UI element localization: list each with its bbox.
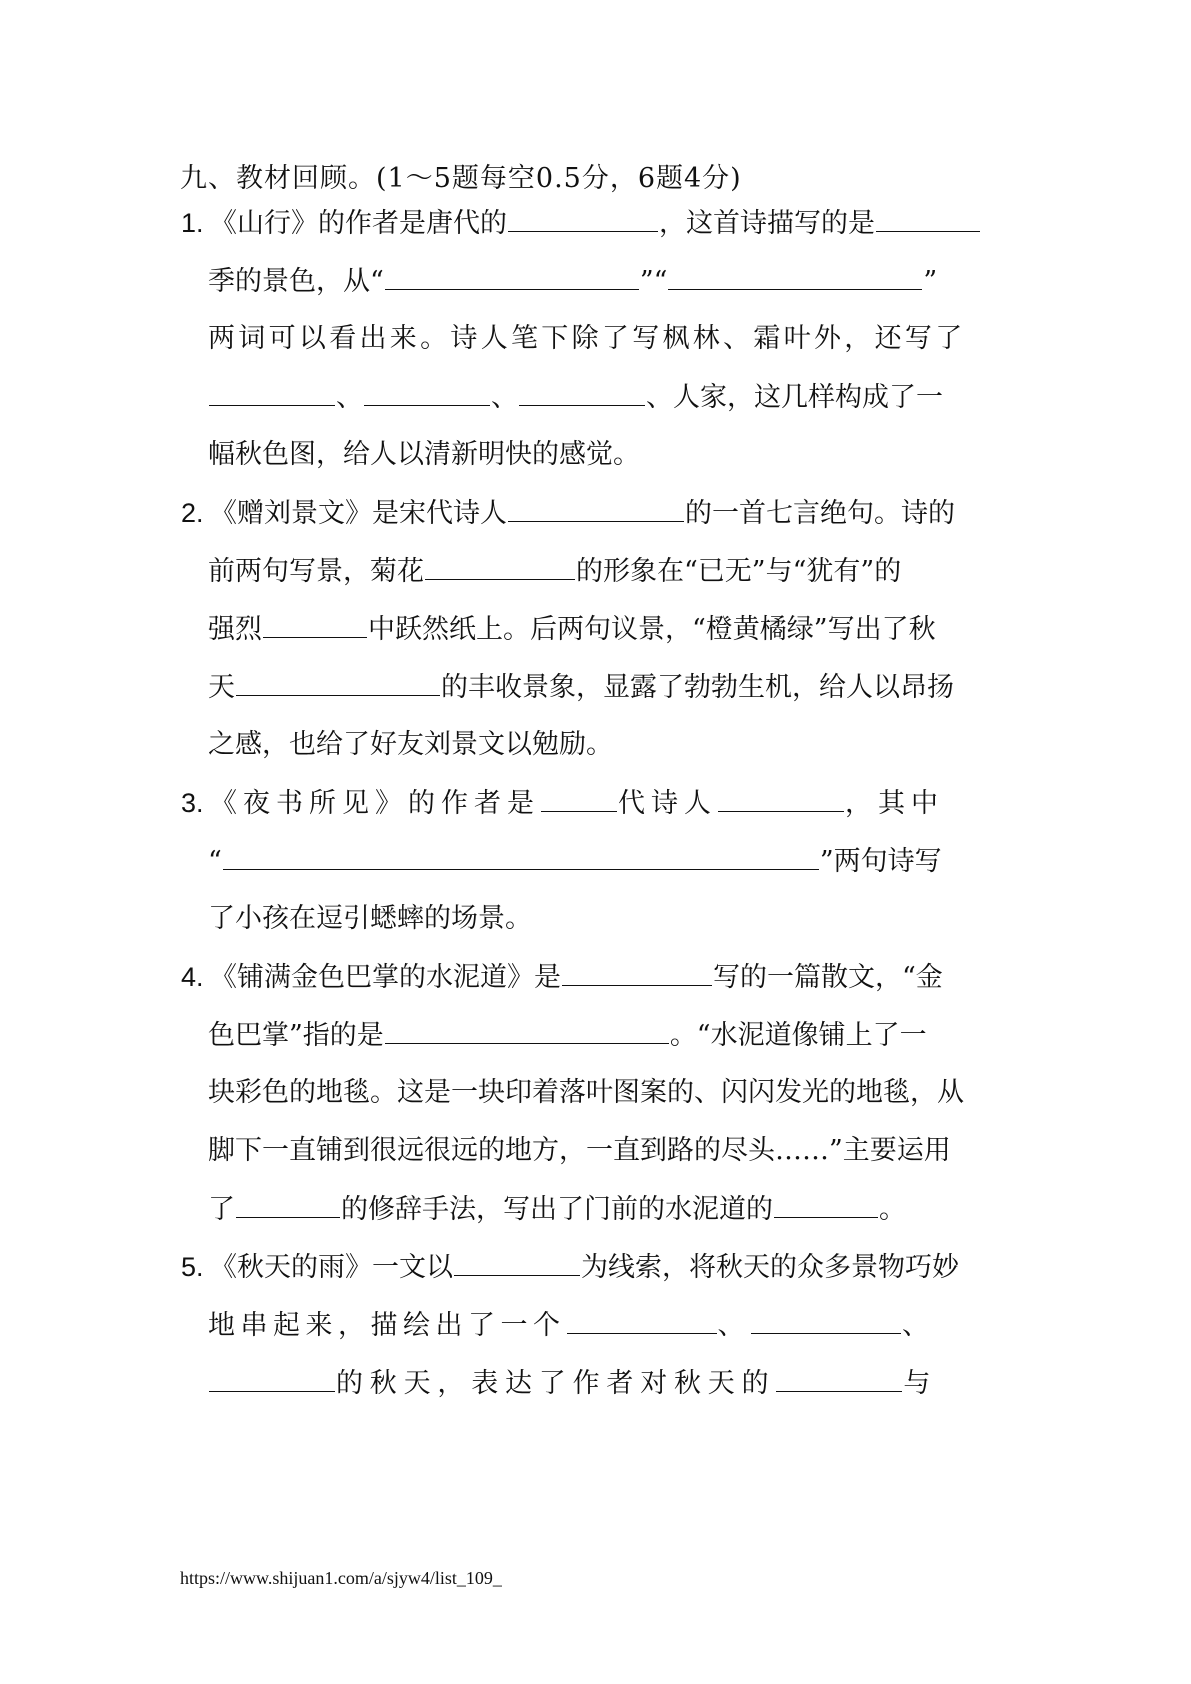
question-line: 了 的修辞手法，写出了门前的水泥道的 。 — [208, 1189, 906, 1229]
question-line: 色巴掌”指的是 。“水泥道像铺上了一 — [208, 1015, 927, 1055]
question-line: 地串起来，描绘出了一个 、 、 — [208, 1305, 935, 1345]
question-line: 脚下一直铺到很远很远的地方，一直到路的尽头……”主要运用 — [208, 1135, 951, 1166]
answer-blank[interactable] — [236, 1189, 340, 1218]
question-line: 的秋天，表达了作者对秋天的 与 — [208, 1363, 937, 1403]
answer-blank[interactable] — [508, 203, 658, 232]
answer-blank[interactable] — [751, 1305, 901, 1334]
answer-blank[interactable] — [567, 1305, 717, 1334]
answer-blank[interactable] — [223, 841, 819, 870]
answer-blank[interactable] — [876, 203, 980, 232]
answer-blank[interactable] — [385, 1015, 669, 1044]
answer-blank[interactable] — [385, 261, 639, 290]
question-line: 前两句写景，菊花 的形象在“已无”与“犹有”的 — [208, 551, 901, 591]
answer-blank[interactable] — [454, 1247, 580, 1276]
question-line: 强烈 中跃然纸上。后两句议景，“橙黄橘绿”写出了秋 — [208, 609, 936, 649]
question-number: 1. — [181, 208, 204, 238]
answer-blank[interactable] — [263, 609, 367, 638]
answer-blank[interactable] — [364, 377, 490, 406]
question-number: 3. — [181, 788, 204, 818]
question-line: 《夜书所见》的作者是 代诗人 ，其中 — [210, 783, 944, 823]
answer-blank[interactable] — [776, 1363, 902, 1392]
question-line: 天 的丰收景象，显露了勃勃生机，给人以昂扬 — [208, 667, 954, 707]
answer-blank[interactable] — [718, 783, 844, 812]
question-number: 5. — [181, 1252, 204, 1282]
answer-blank[interactable] — [236, 667, 440, 696]
answer-blank[interactable] — [508, 493, 684, 522]
question-line: 《山行》的作者是唐代的 ，这首诗描写的是 — [210, 203, 981, 243]
question-line: 《赠刘景文》是宋代诗人 的一首七言绝句。诗的 — [210, 493, 955, 533]
answer-blank[interactable] — [425, 551, 575, 580]
answer-blank[interactable] — [562, 957, 712, 986]
footer-url[interactable]: https://www.shijuan1.com/a/sjyw4/list_109_ — [180, 1568, 502, 1588]
question-line: “ ”两句诗写 — [208, 841, 942, 881]
section-heading: 九、教材回顾。(1～5题每空0.5分，6题4分) — [180, 163, 742, 194]
question-line: 《秋天的雨》一文以 为线索，将秋天的众多景物巧妙 — [210, 1247, 959, 1287]
question-line: 了小孩在逗引蟋蟀的场景。 — [208, 903, 532, 934]
answer-blank[interactable] — [209, 1363, 335, 1392]
question-number: 2. — [181, 498, 204, 528]
question-line: 《铺满金色巴掌的水泥道》是 写的一篇散文，“金 — [210, 957, 943, 997]
question-line: 两词可以看出来。诗人笔下除了写枫林、霜叶外，还写了 — [208, 323, 966, 354]
answer-blank[interactable] — [519, 377, 645, 406]
question-line: 幅秋色图，给人以清新明快的感觉。 — [208, 439, 640, 470]
answer-blank[interactable] — [774, 1189, 878, 1218]
question-line: 之感，也给了好友刘景文以勉励。 — [208, 729, 613, 760]
answer-blank[interactable] — [541, 783, 617, 812]
question-line: 块彩色的地毯。这是一块印着落叶图案的、闪闪发光的地毯，从 — [208, 1077, 964, 1108]
answer-blank[interactable] — [209, 377, 335, 406]
question-number: 4. — [181, 962, 204, 992]
answer-blank[interactable] — [668, 261, 922, 290]
question-line: 、 、 、人家，这几样构成了一 — [208, 377, 943, 417]
question-line: 季的景色，从“ ”“ ” — [208, 261, 937, 301]
